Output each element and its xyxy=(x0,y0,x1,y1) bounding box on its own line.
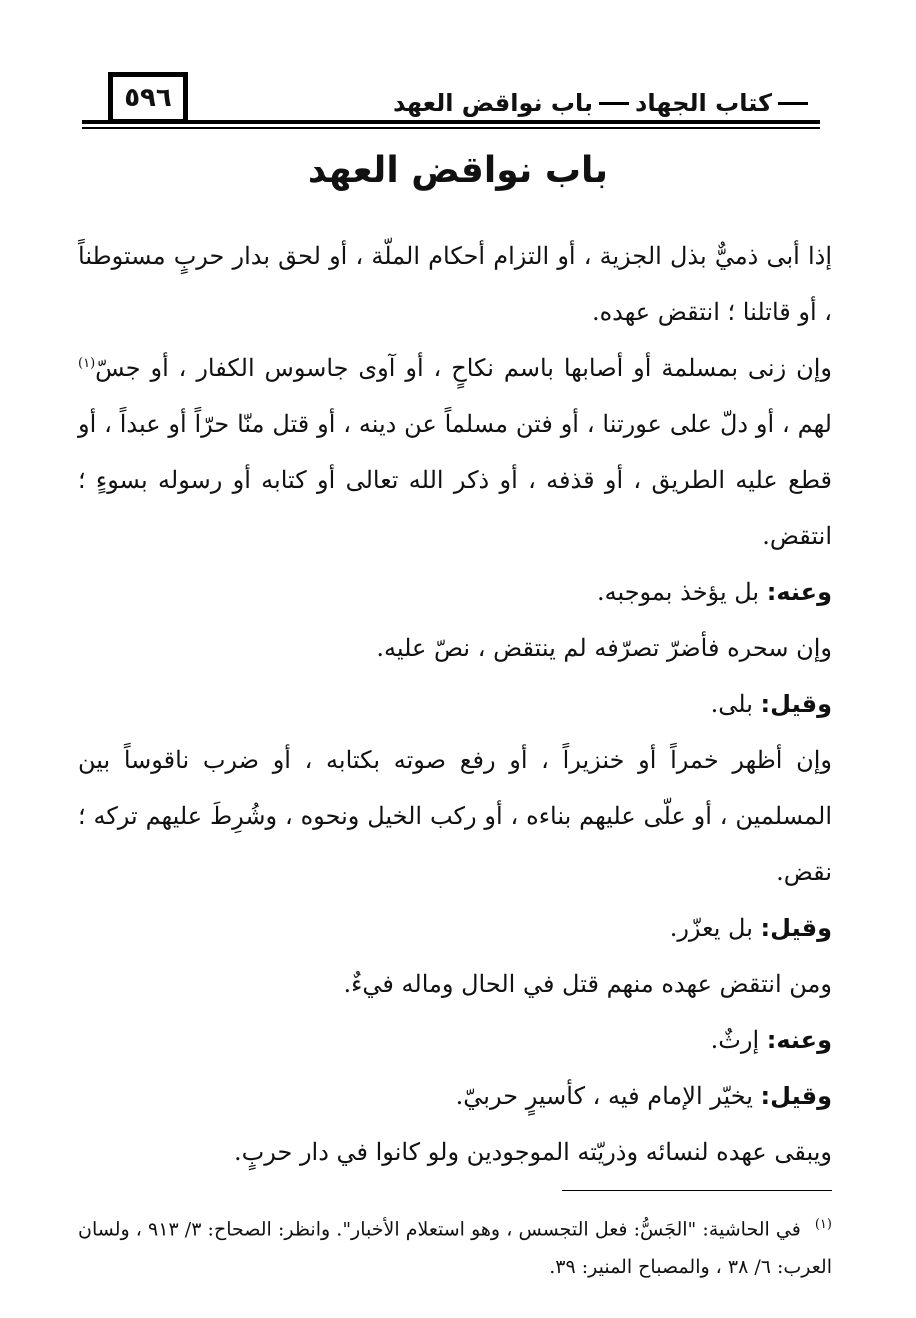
paragraph-label: وعنه: xyxy=(766,578,832,606)
chapter-title: باب نواقض العهد xyxy=(307,150,609,191)
paragraph-text: إرثٌ. xyxy=(710,1026,767,1054)
paragraph-text-continued: لهم ، أو دلّ على عورتنا ، أو فتن مسلماً عن دينه ، أو قتل منّا حرّاً أو عبداً ، أو قطع عليه الطريق ، أو قذفه ، أو ذكر الله تعالى أو كتابه أو رسوله بسوءٍ ؛ انتقض. xyxy=(78,410,832,550)
header-dash xyxy=(778,102,808,105)
footnote-mark: (١) xyxy=(814,1217,832,1232)
paragraph-text: بل يعزّر. xyxy=(669,914,761,942)
running-header xyxy=(387,86,820,120)
paragraph-text: إذا أبى ذميٌّ بذل الجزية ، أو التزام أحكام الملّة ، أو لحق بدار حربٍ مستوطناً ، أو قاتلنا ؛ انتقض عهده. xyxy=(78,242,832,326)
paragraph xyxy=(78,228,832,340)
paragraph xyxy=(78,900,832,956)
page-number: ٥٩٦ xyxy=(108,72,188,124)
paragraph-text: بل يؤخذ بموجبه. xyxy=(596,578,767,606)
header-rule-thin xyxy=(82,127,820,129)
footnote-text: في الحاشية: "الجَسُّ: فعل التجسس ، وهو استعلام الأخبار". وانظر: الصحاح: ٣/ ٩١٣ ، ولسان العرب: ٦/ ٣٨ ، والمصباح المنير: ٣٩. xyxy=(78,1218,832,1279)
paragraph xyxy=(78,1012,832,1068)
body-text xyxy=(78,228,832,1180)
paragraph xyxy=(78,732,832,900)
paragraph xyxy=(78,1068,832,1124)
running-header-book: كتاب الجهاد xyxy=(635,89,772,117)
footnote-separator xyxy=(562,1190,832,1191)
paragraph-text: وإن سحره فأضرّ تصرّفه لم ينتقض ، نصّ عليه. xyxy=(376,634,832,662)
paragraph-label: وقيل: xyxy=(760,914,832,942)
paragraph-label: وقيل: xyxy=(760,1082,832,1110)
paragraph-text: بلى. xyxy=(710,690,761,718)
header-dash xyxy=(599,102,629,105)
paragraph-label: وقيل: xyxy=(760,690,832,718)
paragraph-text: يخيّر الإمام فيه ، كأسيرٍ حربيّ. xyxy=(455,1082,761,1110)
paragraph xyxy=(78,956,832,1012)
paragraph-text: ومن انتقض عهده منهم قتل في الحال وماله فيءٌ. xyxy=(343,970,832,998)
paragraph xyxy=(78,620,832,676)
running-header-chapter: باب نواقض العهد xyxy=(392,89,594,117)
header-rule-thick xyxy=(82,120,820,124)
paragraph-label: وعنه: xyxy=(766,1026,832,1054)
footnote-reference[interactable]: (١) xyxy=(78,356,96,371)
paragraph xyxy=(78,1124,832,1180)
paragraph-text: ويبقى عهده لنسائه وذريّته الموجودين ولو كانوا في دار حربٍ. xyxy=(234,1138,832,1166)
paragraph-text: وإن أظهر خمراً أو خنزيراً ، أو رفع صوته بكتابه ، أو ضرب ناقوساً بين المسلمين ، أو علّى عليهم بناءه ، أو ركب الخيل ونحوه ، وشُرِطَ عليهم تركه ؛ نقض. xyxy=(78,746,832,886)
paragraph xyxy=(78,676,832,732)
footnote xyxy=(78,1206,832,1286)
paragraph-text: وإن زنى بمسلمة أو أصابها باسم نكاحٍ ، أو آوى جاسوس الكفار ، أو جسّ xyxy=(95,354,832,382)
paragraph xyxy=(78,564,832,620)
paragraph xyxy=(78,340,832,564)
